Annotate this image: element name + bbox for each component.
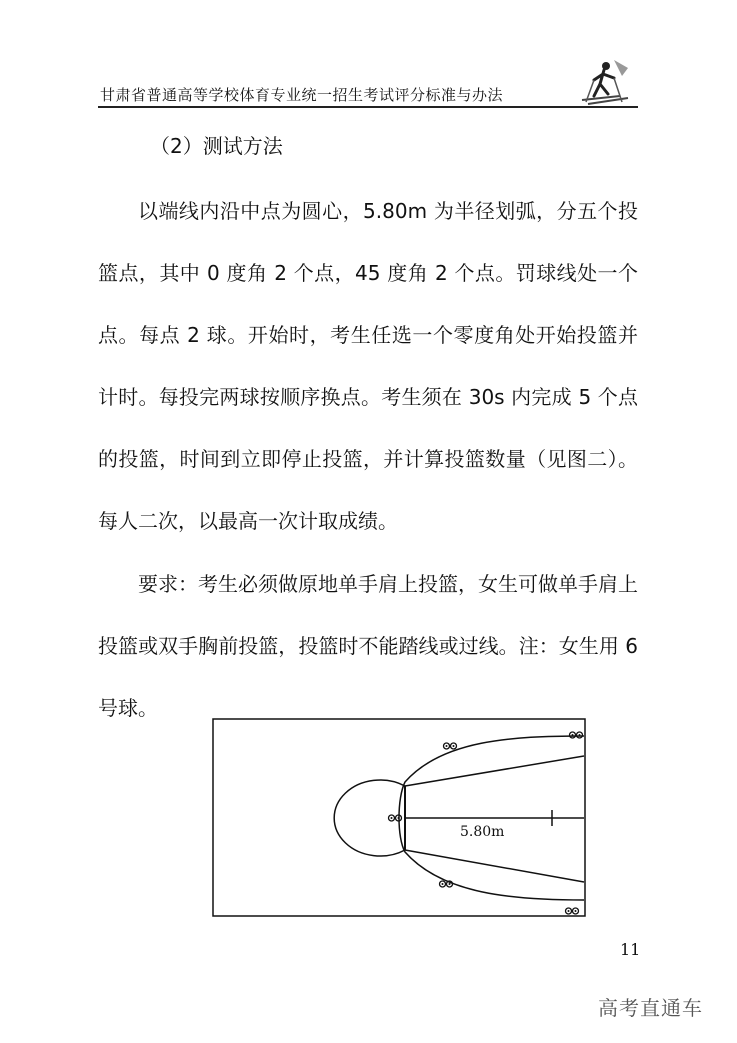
court-diagram	[212, 718, 587, 918]
method-paragraph: 以端线内沿中点为圆心，5.80m 为半径划弧，分五个投篮点，其中 0 度角 2 个点，45 度角 2 个点。罚球线处一个点。每点 2 球。开始时，考生任选一个零度角处开始投篮并计时。每投完两球按顺序换点。考生须在 30s 内完成 5 个点的投篮，时间到立即停止投篮，并计算投篮数量（见图二）。每人二次，以最高一次计取成绩。	[98, 199, 638, 533]
header-title: 甘肃省普通高等学校体育专业统一招生考试评分标准与办法	[100, 86, 504, 104]
ball-pair-icon	[570, 732, 583, 738]
requirements-paragraph: 要求：考生必须做原地单手肩上投篮，女生可做单手肩上投篮或双手胸前投篮，投篮时不能踏线或过线。注：女生用 6 号球。	[98, 572, 638, 720]
page-number: 11	[620, 940, 641, 959]
watermark: 高考直通车	[598, 996, 703, 1020]
section-heading: （2）测试方法	[150, 134, 283, 158]
header-rule	[98, 106, 638, 108]
skier-logo-icon	[576, 56, 636, 106]
ball-pair-icon	[566, 908, 579, 914]
ball-pair-icon	[444, 743, 457, 749]
radius-label: 5.80m	[460, 824, 505, 840]
lane-lower-line	[405, 850, 584, 882]
